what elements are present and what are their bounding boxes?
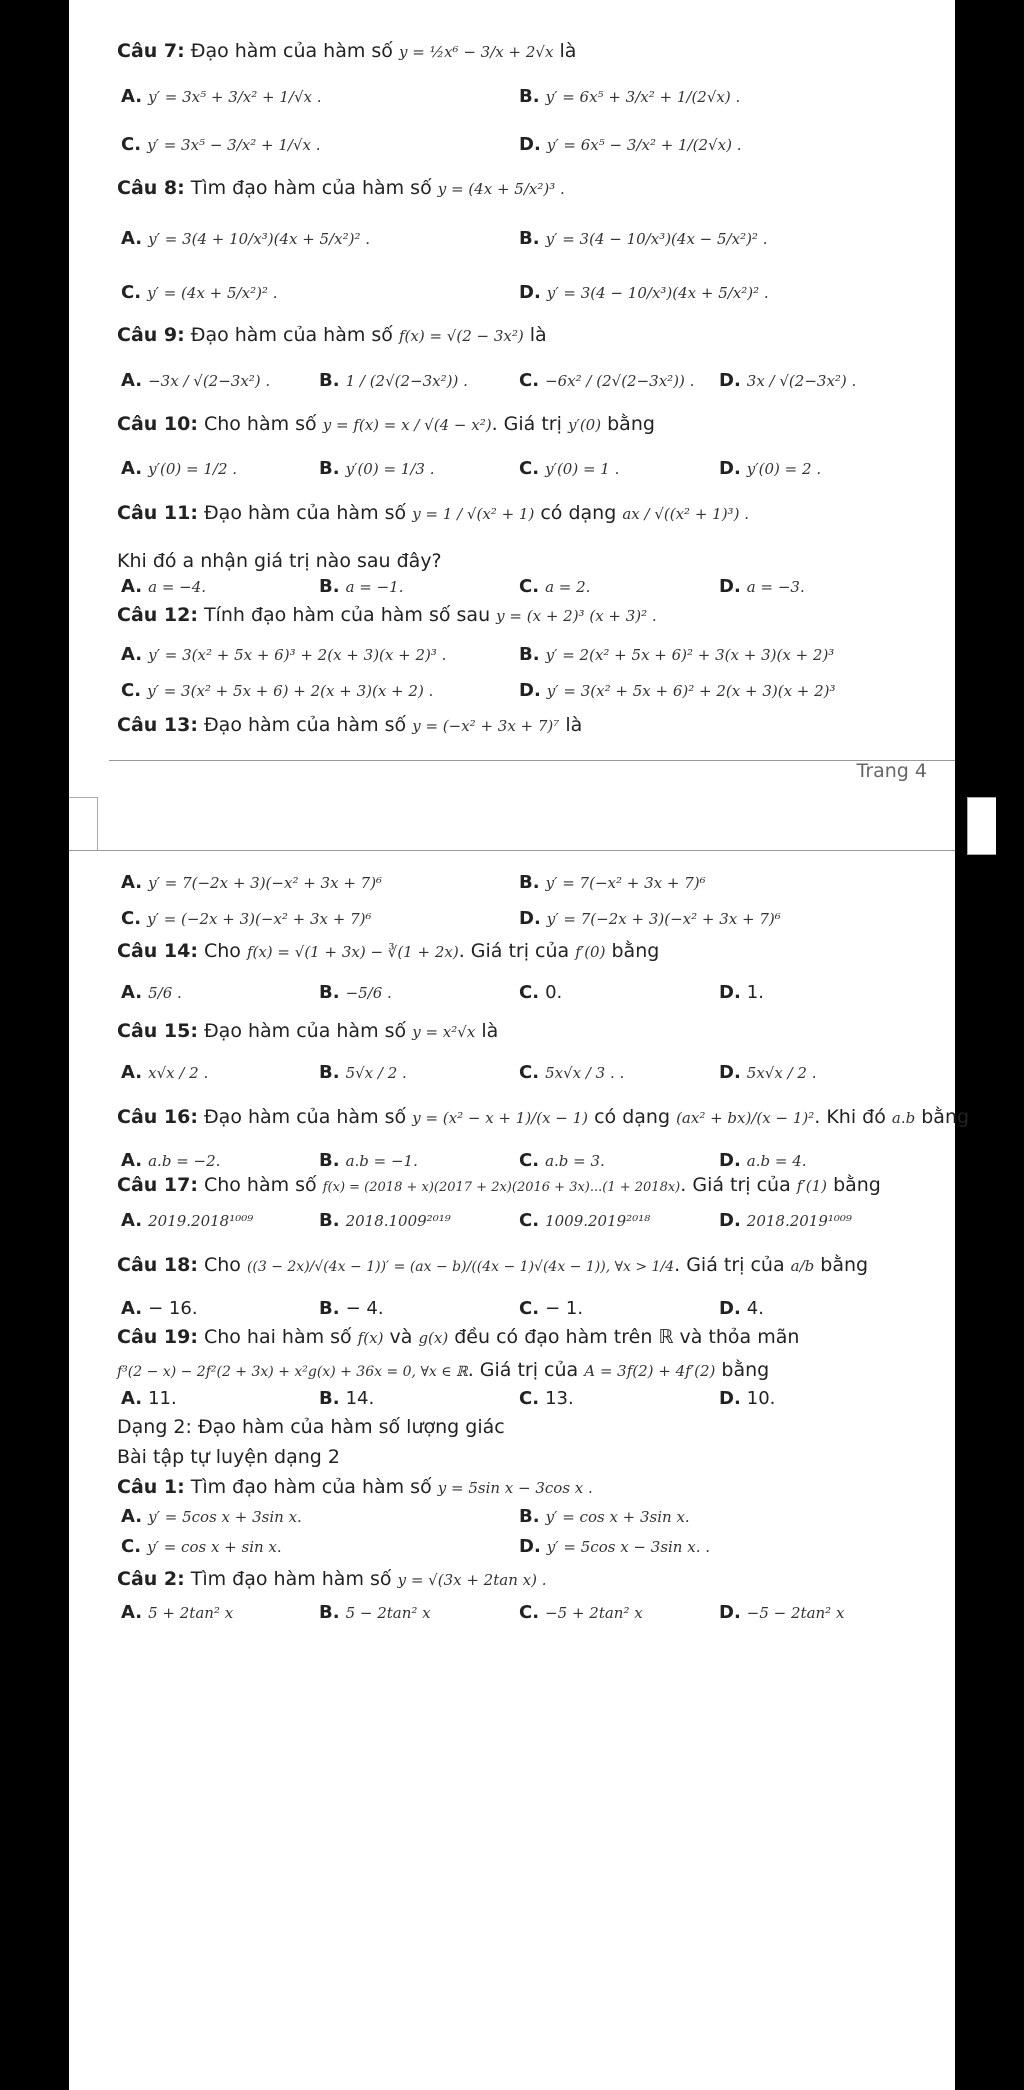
option-b: B. a.b = −1. bbox=[319, 1150, 418, 1171]
question-12: Câu 12: Tính đạo hàm của hàm số sau y = (x + 2)³ (x + 3)² . bbox=[117, 604, 657, 626]
question-8: Câu 8: Tìm đạo hàm của hàm số y = (4x + 5/x²)³ . bbox=[117, 177, 565, 199]
question-13: Câu 13: Đạo hàm của hàm số y = (−x² + 3x + 7)⁷ là bbox=[117, 714, 583, 736]
option-d: D. 2018.2019¹⁰⁰⁹ bbox=[719, 1210, 852, 1231]
option-b: B. y′ = cos x + 3sin x. bbox=[519, 1506, 690, 1527]
option-b: B. y′ = 3(4 − 10/x³)(4x − 5/x²)² . bbox=[519, 228, 768, 249]
question-9: Câu 9: Đạo hàm của hàm số f(x) = √(2 − 3x²) là bbox=[117, 324, 547, 346]
formula: ((3 − 2x)/√(4x − 1))′ = (ax − b)/((4x − 1)√(4x − 1)), ∀x > 1/4 bbox=[246, 1259, 675, 1275]
option-a: A. y′ = 7(−2x + 3)(−x² + 3x + 7)⁶ bbox=[121, 872, 383, 893]
formula: y = ½x⁶ − 3/x + 2√x bbox=[398, 43, 554, 61]
section-subtitle: Bài tập tự luyện dạng 2 bbox=[117, 1446, 340, 1468]
trig-question-1: Câu 1: Tìm đạo hàm của hàm số y = 5sin x − 3cos x . bbox=[117, 1476, 593, 1498]
option-b: B. −5/6 . bbox=[319, 982, 392, 1003]
question-16: Câu 16: Đạo hàm của hàm số y = (x² − x + 1)/(x − 1) có dạng (ax² + bx)/(x − 1)². Khi đó a.b bằng bbox=[117, 1106, 970, 1128]
question-11-line-2: Khi đó a nhận giá trị nào sau đây? bbox=[117, 550, 442, 572]
question-7: Câu 7: Đạo hàm của hàm số y = ½x⁶ − 3/x + 2√x là bbox=[117, 40, 577, 62]
formula: f(x) = √(1 + 3x) − ∛(1 + 2x) bbox=[246, 943, 459, 961]
formula: y = (−x² + 3x + 7)⁷ bbox=[412, 717, 560, 735]
formula: y = 1 / √(x² + 1) bbox=[412, 505, 535, 523]
option-d: D. 1. bbox=[719, 982, 764, 1003]
option-c: C. y′ = (4x + 5/x²)² . bbox=[121, 282, 278, 303]
option-d: D. a = −3. bbox=[719, 576, 805, 597]
option-d: D. y′ = 3(4 − 10/x³)(4x + 5/x²)² . bbox=[519, 282, 769, 303]
option-d: D. 5x√x / 2 . bbox=[719, 1062, 817, 1083]
formula: y = x²√x bbox=[412, 1023, 476, 1041]
option-c: C. y′ = 3x⁵ − 3/x² + 1/√x . bbox=[121, 134, 321, 155]
option-d: D. y′(0) = 2 . bbox=[719, 458, 822, 479]
question-18: Câu 18: Cho ((3 − 2x)/√(4x − 1))′ = (ax − b)/((4x − 1)√(4x − 1)), ∀x > 1/4. Giá trị của a/b bằng bbox=[117, 1254, 869, 1276]
option-b: B. 1 / (2√(2−3x²)) . bbox=[319, 370, 468, 391]
option-a: A. y′ = 3x⁵ + 3/x² + 1/√x . bbox=[121, 86, 322, 107]
crop-mark-left bbox=[69, 797, 98, 855]
question-14: Câu 14: Cho f(x) = √(1 + 3x) − ∛(1 + 2x). Giá trị của f′(0) bằng bbox=[117, 940, 660, 962]
option-d: D. y′ = 7(−2x + 3)(−x² + 3x + 7)⁶ bbox=[519, 908, 781, 929]
footer-divider bbox=[109, 760, 955, 761]
formula: y = √(3x + 2tan x) . bbox=[397, 1571, 547, 1589]
option-c: C. −5 + 2tan² x bbox=[519, 1602, 643, 1623]
option-c: C. y′ = cos x + sin x. bbox=[121, 1536, 282, 1557]
option-b: B. 5 − 2tan² x bbox=[319, 1602, 431, 1623]
option-d: D. 4. bbox=[719, 1298, 764, 1319]
option-d: D. a.b = 4. bbox=[719, 1150, 807, 1171]
page-top-divider bbox=[69, 850, 955, 851]
option-a: A. 5 + 2tan² x bbox=[121, 1602, 234, 1623]
question-17: Câu 17: Cho hàm số f(x) = (2018 + x)(2017 + 2x)(2016 + 3x)...(1 + 2018x). Giá trị của f′(1) bằng bbox=[117, 1174, 881, 1196]
option-b: B. y′ = 7(−x² + 3x + 7)⁶ bbox=[519, 872, 706, 893]
option-c: C. y′(0) = 1 . bbox=[519, 458, 620, 479]
formula: f(x) = (2018 + x)(2017 + 2x)(2016 + 3x)...(1 + 2018x) bbox=[322, 1180, 681, 1195]
question-10: Câu 10: Cho hàm số y = f(x) = x / √(4 − x²). Giá trị y′(0) bằng bbox=[117, 413, 655, 435]
option-c: C. a.b = 3. bbox=[519, 1150, 605, 1171]
option-c: C. y′ = 3(x² + 5x + 6) + 2(x + 3)(x + 2) . bbox=[121, 680, 434, 701]
option-a: A. 2019.2018¹⁰⁰⁹ bbox=[121, 1210, 254, 1231]
option-a: A. −3x / √(2−3x²) . bbox=[121, 370, 271, 391]
question-15: Câu 15: Đạo hàm của hàm số y = x²√x là bbox=[117, 1020, 499, 1042]
option-b: B. 2018.1009²⁰¹⁹ bbox=[319, 1210, 451, 1231]
option-a: A. y′ = 3(x² + 5x + 6)³ + 2(x + 3)(x + 2)³ . bbox=[121, 644, 447, 665]
option-c: C. 0. bbox=[519, 982, 563, 1003]
option-c: C. 1009.2019²⁰¹⁸ bbox=[519, 1210, 651, 1231]
option-d: D. 10. bbox=[719, 1388, 776, 1409]
option-a: A. a = −4. bbox=[121, 576, 207, 597]
option-d: D. y′ = 3(x² + 5x + 6)² + 2(x + 3)(x + 2)³ bbox=[519, 680, 836, 701]
question-19: Câu 19: Cho hai hàm số f(x) và g(x) đều có đạo hàm trên ℝ và thỏa mãn bbox=[117, 1326, 800, 1348]
option-c: C. a = 2. bbox=[519, 576, 591, 597]
option-c: C. 13. bbox=[519, 1388, 574, 1409]
option-a: A. y′ = 5cos x + 3sin x. bbox=[121, 1506, 302, 1527]
option-d: D. −5 − 2tan² x bbox=[719, 1602, 845, 1623]
option-c: C. − 1. bbox=[519, 1298, 584, 1319]
formula: y = (x² − x + 1)/(x − 1) bbox=[412, 1109, 589, 1127]
formula: y = 5sin x − 3cos x . bbox=[437, 1479, 593, 1497]
question-11: Câu 11: Đạo hàm của hàm số y = 1 / √(x² + 1) có dạng ax / √((x² + 1)³) . bbox=[117, 502, 749, 524]
option-b: B. y′ = 2(x² + 5x + 6)² + 3(x + 3)(x + 2)³ bbox=[519, 644, 835, 665]
option-b: B. 5√x / 2 . bbox=[319, 1062, 407, 1083]
option-d: D. y′ = 5cos x − 3sin x. . bbox=[519, 1536, 711, 1557]
option-b: B. y′(0) = 1/3 . bbox=[319, 458, 435, 479]
option-a: A. 5/6 . bbox=[121, 982, 182, 1003]
option-c: C. 5x√x / 3 . . bbox=[519, 1062, 625, 1083]
page-number: Trang 4 bbox=[856, 760, 927, 782]
formula: y = f(x) = x / √(4 − x²) bbox=[322, 416, 492, 434]
option-b: B. 14. bbox=[319, 1388, 375, 1409]
option-a: A. y′ = 3(4 + 10/x³)(4x + 5/x²)² . bbox=[121, 228, 371, 249]
question-19-line-2: f³(2 − x) − 2f²(2 + 3x) + x²g(x) + 36x = 0, ∀x ∈ ℝ. Giá trị của A = 3f(2) + 4f′(2) bằng bbox=[117, 1359, 770, 1381]
option-a: A. − 16. bbox=[121, 1298, 198, 1319]
option-b: B. − 4. bbox=[319, 1298, 384, 1319]
option-a: A. 11. bbox=[121, 1388, 177, 1409]
document-page-2 bbox=[69, 850, 970, 2090]
section-title: Dạng 2: Đạo hàm của hàm số lượng giác bbox=[117, 1416, 505, 1438]
option-a: A. y′(0) = 1/2 . bbox=[121, 458, 238, 479]
trig-question-2: Câu 2: Tìm đạo hàm hàm số y = √(3x + 2tan x) . bbox=[117, 1568, 547, 1590]
option-c: C. y′ = (−2x + 3)(−x² + 3x + 7)⁶ bbox=[121, 908, 372, 929]
option-b: B. a = −1. bbox=[319, 576, 404, 597]
crop-mark-right bbox=[967, 797, 996, 855]
option-d: D. 3x / √(2−3x²) . bbox=[719, 370, 857, 391]
option-a: A. a.b = −2. bbox=[121, 1150, 221, 1171]
formula: y = (4x + 5/x²)³ . bbox=[437, 180, 565, 198]
option-a: A. x√x / 2 . bbox=[121, 1062, 209, 1083]
formula: f³(2 − x) − 2f²(2 + 3x) + x²g(x) + 36x = 0, ∀x ∈ ℝ bbox=[117, 1364, 468, 1380]
formula: f(x) = √(2 − 3x²) bbox=[398, 327, 524, 345]
option-c: C. −6x² / (2√(2−3x²)) . bbox=[519, 370, 695, 391]
option-b: B. y′ = 6x⁵ + 3/x² + 1/(2√x) . bbox=[519, 86, 741, 107]
option-d: D. y′ = 6x⁵ − 3/x² + 1/(2√x) . bbox=[519, 134, 742, 155]
formula: y = (x + 2)³ (x + 3)² . bbox=[496, 607, 657, 625]
